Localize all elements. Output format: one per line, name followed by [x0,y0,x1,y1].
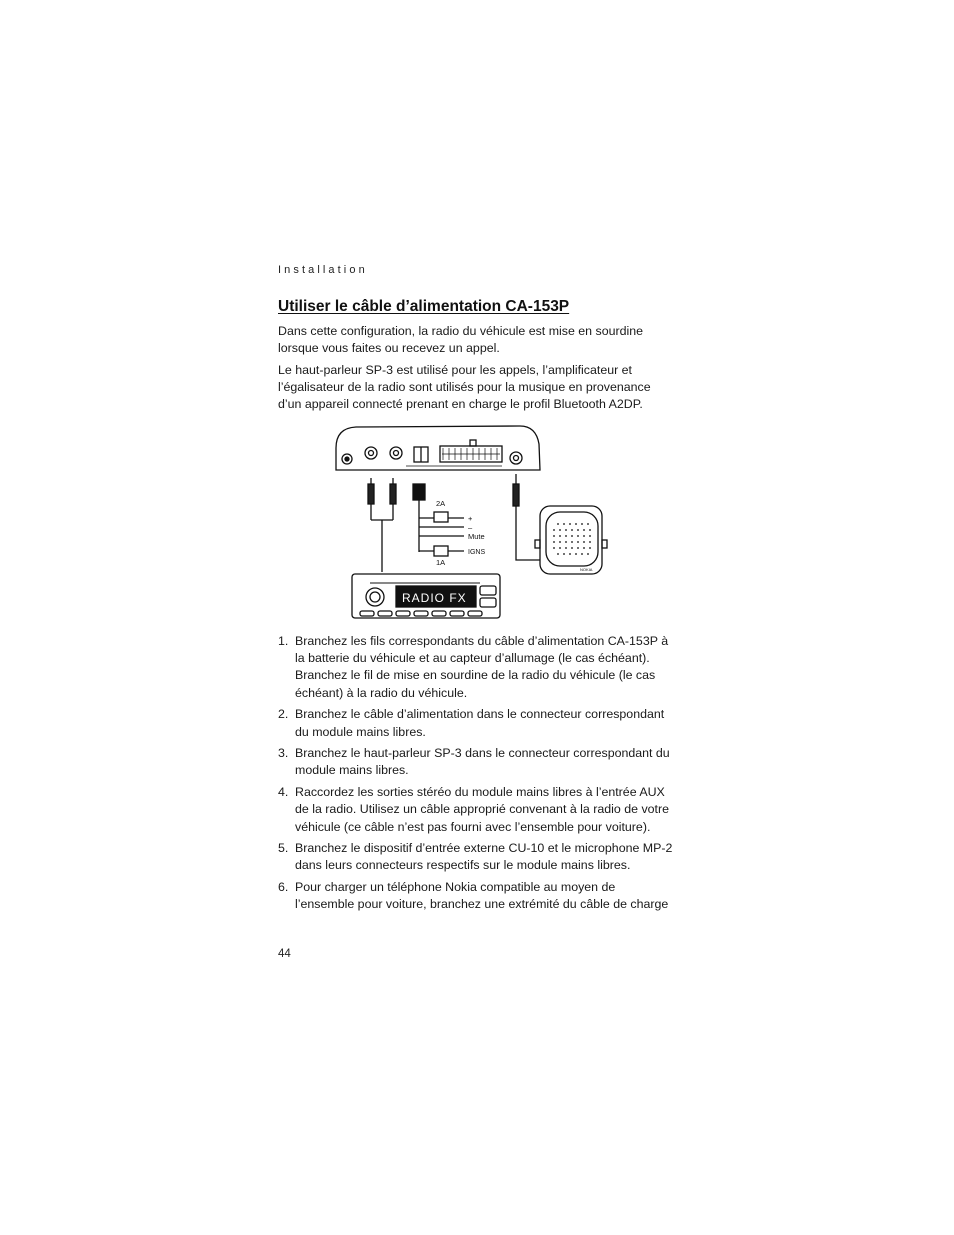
step-5 [278,840,673,874]
section-title: Utiliser le câble d’alimentation CA-153P [278,298,570,315]
fuse-1a [434,546,448,556]
intro-paragraph-2: Le haut-parleur SP-3 est utilisé pour les appels, l’amplificateur et l’égalisateur de la radio sont utilisés pour la musique en provenance d’un appareil connecté prenant en charge le profil Bluetooth A2DP. [278,363,651,412]
speaker-brand: NOKIA [580,567,593,572]
step-1 [278,633,673,702]
wire-minus-label: – [468,523,473,532]
step-number: 1. [278,634,289,648]
power-cable [413,484,464,556]
instruction-steps [278,633,673,918]
handsfree-module [336,426,540,470]
page-number: 44 [278,948,291,960]
speaker-cable [513,474,540,560]
step-number: 4. [278,785,289,800]
wire-mute-label: Mute [468,532,485,541]
step-number: 5. [278,841,289,856]
step-text: Branchez le haut-parleur SP-3 dans le connecteur correspondant du module mains libres. [295,746,670,778]
step-number: 2. [278,707,289,722]
fuse-1a-label: 1A [436,558,446,567]
wiring-diagram [330,422,622,622]
step-text: Branchez les fils correspondants du câble d’alimentation CA-153P à la batterie du véhicule et au capteur d’allumage (le cas échéant). Branchez le fil de mise en sourdine de la radio du véhicule (le cas échéant) à la radio du véhicule. [295,634,669,700]
step-text: Branchez le dispositif d’entrée externe CU-10 et le microphone MP-2 dans leurs connecteurs respectifs sur le module mains libres. [295,841,673,873]
step-text: Pour charger un téléphone Nokia compatible au moyen de l’ensemble pour voiture, branchez une extrémité du câble de charge [295,880,669,912]
step-number: 6. [278,880,289,895]
fuse-2a [434,512,448,522]
intro-paragraph-1: Dans cette configuration, la radio du véhicule est mise en sourdine lorsque vous faites ou recevez un appel. [278,324,644,356]
speaker-sp3 [535,506,607,574]
step-2 [278,706,673,740]
wire-plus-label: + [468,514,473,523]
step-number: 3. [278,746,289,761]
fuse-2a-label: 2A [436,499,446,508]
running-header: Installation [278,264,368,276]
audio-plugs [368,478,396,572]
step-text: Raccordez les sorties stéréo du module mains libres à l’entrée AUX de la radio. Utilisez un câble approprié convenant à la radio de votre véhicule (ce câble n’est pas fourni avec l’ensemble pour voiture). [295,785,670,834]
step-6 [278,879,673,913]
step-3 [278,745,673,779]
step-4 [278,784,673,836]
step-text: Branchez le câble d’alimentation dans le connecteur correspondant du module mains libres. [295,707,665,739]
radio-display-text: RADIO FX [402,591,467,605]
wire-igns-label: IGNS [468,549,486,556]
